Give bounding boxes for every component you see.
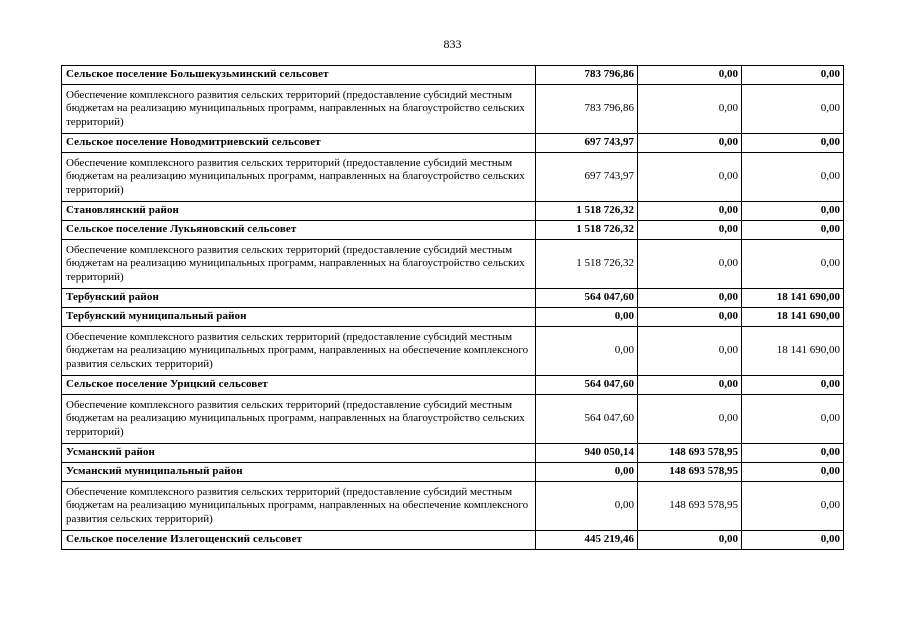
row-value-1-cell: 445 219,46 [536,531,638,550]
table-row-subtotal [62,531,844,550]
row-value-2-cell: 0,00 [638,240,742,289]
row-value-2-cell: 0,00 [638,153,742,202]
table-row-subtotal [62,289,844,308]
row-value-2-cell: 0,00 [638,395,742,444]
row-value-2-cell: 0,00 [638,66,742,85]
row-value-1-cell: 697 743,97 [536,153,638,202]
row-name-cell: Сельское поселение Новодмитриевский сельсовет [62,134,536,153]
row-value-1-cell: 0,00 [536,327,638,376]
table-row-item [62,327,844,376]
row-value-1-cell: 940 050,14 [536,444,638,463]
row-value-3-cell: 0,00 [742,153,844,202]
row-value-3-cell: 0,00 [742,444,844,463]
row-value-2-cell: 0,00 [638,327,742,376]
row-name-cell: Тербунский муниципальный район [62,308,536,327]
table-row-item [62,153,844,202]
table-row-subtotal [62,376,844,395]
table-row-subtotal [62,134,844,153]
row-value-1-cell: 564 047,60 [536,395,638,444]
row-value-2-cell: 148 693 578,95 [638,444,742,463]
row-value-2-cell: 0,00 [638,289,742,308]
table-row-item [62,240,844,289]
row-name-cell: Обеспечение комплексного развития сельских территорий (предоставление субсидий местным бюджетам на реализацию муниципальных программ, направленных на благоустройство сельских территорий) [62,153,536,202]
table-row-item [62,395,844,444]
row-value-2-cell: 148 693 578,95 [638,463,742,482]
row-value-2-cell: 0,00 [638,531,742,550]
row-value-1-cell: 564 047,60 [536,376,638,395]
row-value-3-cell: 0,00 [742,531,844,550]
row-name-cell: Обеспечение комплексного развития сельских территорий (предоставление субсидий местным бюджетам на реализацию муниципальных программ, направленных на обеспечение комплексного развития сельских территорий) [62,482,536,531]
row-name-cell: Обеспечение комплексного развития сельских территорий (предоставление субсидий местным бюджетам на реализацию муниципальных программ, направленных на благоустройство сельских территорий) [62,395,536,444]
table-row-subtotal [62,66,844,85]
row-value-1-cell: 783 796,86 [536,66,638,85]
row-value-1-cell: 697 743,97 [536,134,638,153]
row-name-cell: Сельское поселение Излегощенский сельсовет [62,531,536,550]
row-value-3-cell: 18 141 690,00 [742,308,844,327]
table-row-subtotal [62,463,844,482]
row-name-cell: Тербунский район [62,289,536,308]
row-value-1-cell: 1 518 726,32 [536,202,638,221]
page-number: 833 [443,37,462,51]
row-value-3-cell: 0,00 [742,482,844,531]
table-row-subtotal [62,308,844,327]
row-value-3-cell: 0,00 [742,202,844,221]
row-value-2-cell: 0,00 [638,308,742,327]
table-row-subtotal [62,202,844,221]
budget-table [61,65,844,550]
row-value-2-cell: 148 693 578,95 [638,482,742,531]
row-value-2-cell: 0,00 [638,221,742,240]
row-value-3-cell: 0,00 [742,376,844,395]
row-name-cell: Сельское поселение Большекузьминский сельсовет [62,66,536,85]
row-value-1-cell: 0,00 [536,482,638,531]
row-value-3-cell: 0,00 [742,66,844,85]
row-value-1-cell: 0,00 [536,463,638,482]
row-value-1-cell: 0,00 [536,308,638,327]
row-value-3-cell: 0,00 [742,221,844,240]
row-name-cell: Сельское поселение Лукьяновский сельсовет [62,221,536,240]
row-name-cell: Становлянский район [62,202,536,221]
table-row-item [62,482,844,531]
row-value-2-cell: 0,00 [638,85,742,134]
row-name-cell: Обеспечение комплексного развития сельских территорий (предоставление субсидий местным бюджетам на реализацию муниципальных программ, направленных на обеспечение комплексного развития сельских территорий) [62,327,536,376]
row-value-3-cell: 0,00 [742,463,844,482]
row-value-3-cell: 0,00 [742,134,844,153]
budget-table-body [62,66,844,550]
row-value-3-cell: 18 141 690,00 [742,327,844,376]
row-name-cell: Обеспечение комплексного развития сельских территорий (предоставление субсидий местным бюджетам на реализацию муниципальных программ, направленных на благоустройство сельских территорий) [62,85,536,134]
row-value-1-cell: 1 518 726,32 [536,221,638,240]
row-name-cell: Обеспечение комплексного развития сельских территорий (предоставление субсидий местным бюджетам на реализацию муниципальных программ, направленных на благоустройство сельских территорий) [62,240,536,289]
row-value-1-cell: 564 047,60 [536,289,638,308]
table-row-item [62,85,844,134]
row-name-cell: Сельское поселение Урицкий сельсовет [62,376,536,395]
row-value-3-cell: 0,00 [742,85,844,134]
row-value-2-cell: 0,00 [638,202,742,221]
row-value-3-cell: 0,00 [742,395,844,444]
row-value-2-cell: 0,00 [638,376,742,395]
table-row-subtotal [62,444,844,463]
row-name-cell: Усманский муниципальный район [62,463,536,482]
row-value-1-cell: 1 518 726,32 [536,240,638,289]
row-value-2-cell: 0,00 [638,134,742,153]
row-name-cell: Усманский район [62,444,536,463]
row-value-1-cell: 783 796,86 [536,85,638,134]
table-row-subtotal [62,221,844,240]
row-value-3-cell: 18 141 690,00 [742,289,844,308]
row-value-3-cell: 0,00 [742,240,844,289]
